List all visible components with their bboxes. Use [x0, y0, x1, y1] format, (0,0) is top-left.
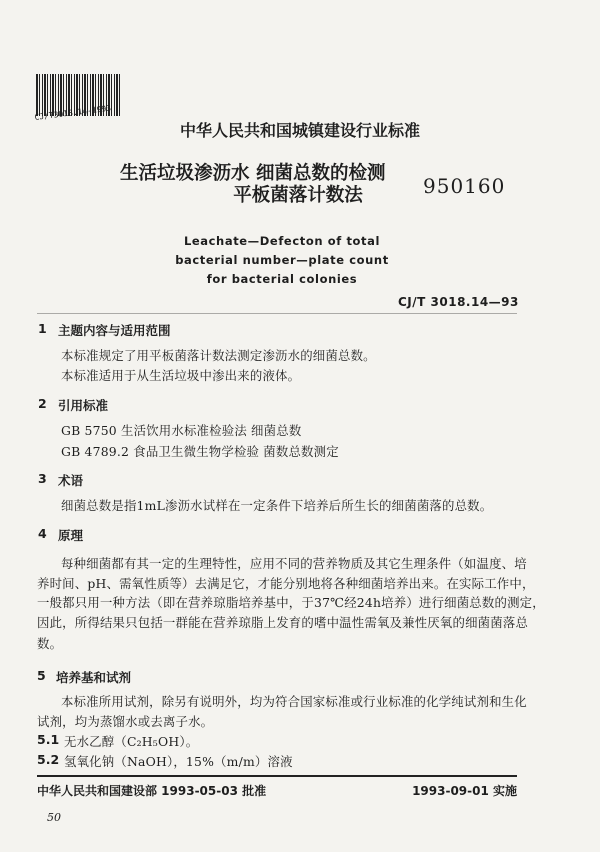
top-divider	[37, 313, 517, 314]
issued-date: 中华人民共和国建设部 1993-05-03 批准	[37, 784, 267, 798]
title-en-line1: Leachate—Defecton of total	[183, 234, 381, 248]
section-5-line: 试剂，均为蒸馏水或去离子水。	[37, 714, 214, 729]
section-3-number: 3	[38, 471, 47, 486]
title-cn-line2: 平板菌落计数法	[233, 185, 363, 206]
page-number: 50	[47, 811, 61, 824]
item-5-1-number: 5.1	[37, 732, 60, 747]
section-5-number: 5	[37, 668, 46, 683]
effective-date: 1993-09-01 实施	[412, 784, 517, 798]
barcode-text: CJ/T3018.14-1993	[34, 103, 112, 122]
doc-number: 950160	[423, 174, 506, 198]
item-5-1-text: 无水乙醇（C₂H₅OH）。	[64, 734, 199, 749]
section-2-number: 2	[38, 396, 47, 411]
reference-standard: GB 4789.2 食品卫生微生物学检验 菌数总数测定	[61, 444, 339, 459]
section-4-number: 4	[38, 526, 47, 541]
item-5-2-number: 5.2	[37, 752, 60, 767]
section-4-line: 因此，所得结果只包括一群能在营养琼脂上发育的嗜中温性需氧及兼性厌氧的细菌菌落总	[37, 615, 529, 630]
standard-code: CJ/T 3018.14—93	[398, 295, 519, 309]
section-5-line: 本标准所用试剂，除另有说明外，均为符合国家标准或行业标准的化学纯试剂和生化	[61, 694, 527, 709]
footer-divider	[37, 775, 517, 777]
section-4-line: 养时间、pH、需氧性质等）去满足它，才能分别地将各种细菌培养出来。在实际工作中，	[37, 576, 535, 591]
reference-standard: GB 5750 生活饮用水标准检验法 细菌总数	[61, 423, 302, 438]
section-1-line: 本标准适用于从生活垃圾中渗出来的液体。	[61, 368, 301, 383]
section-4-line: 数。	[37, 636, 63, 651]
title-cn-line1: 生活垃圾渗沥水 细菌总数的检测	[120, 163, 386, 184]
section-5-title: 培养基和试剂	[56, 670, 132, 685]
issuing-header: 中华人民共和国城镇建设行业标准	[179, 121, 420, 140]
title-en-line3: for bacterial colonies	[206, 272, 358, 286]
section-3-line: 细菌总数是指1mL渗沥水试样在一定条件下培养后所生长的细菌菌落的总数。	[61, 498, 493, 513]
section-3-title: 术语	[58, 473, 84, 488]
title-en-line2: bacterial number—plate count	[175, 253, 389, 267]
section-1-title: 主题内容与适用范围	[58, 323, 171, 338]
section-1-line: 本标准规定了用平板菌落计数法测定渗沥水的细菌总数。	[61, 348, 376, 363]
item-5-2-text: 氢氧化钠（NaOH），15%（m/m）溶液	[64, 754, 293, 769]
section-4-line: 每种细菌都有其一定的生理特性，应用不同的营养物质及其它生理条件（如温度、培	[61, 556, 527, 571]
section-2-title: 引用标准	[58, 398, 109, 413]
section-1-number: 1	[38, 321, 47, 336]
section-4-title: 原理	[58, 528, 84, 543]
section-4-line: 一般都只用一种方法（即在营养琼脂培养基中，于37℃经24h培养）进行细菌总数的测定，	[37, 595, 545, 610]
